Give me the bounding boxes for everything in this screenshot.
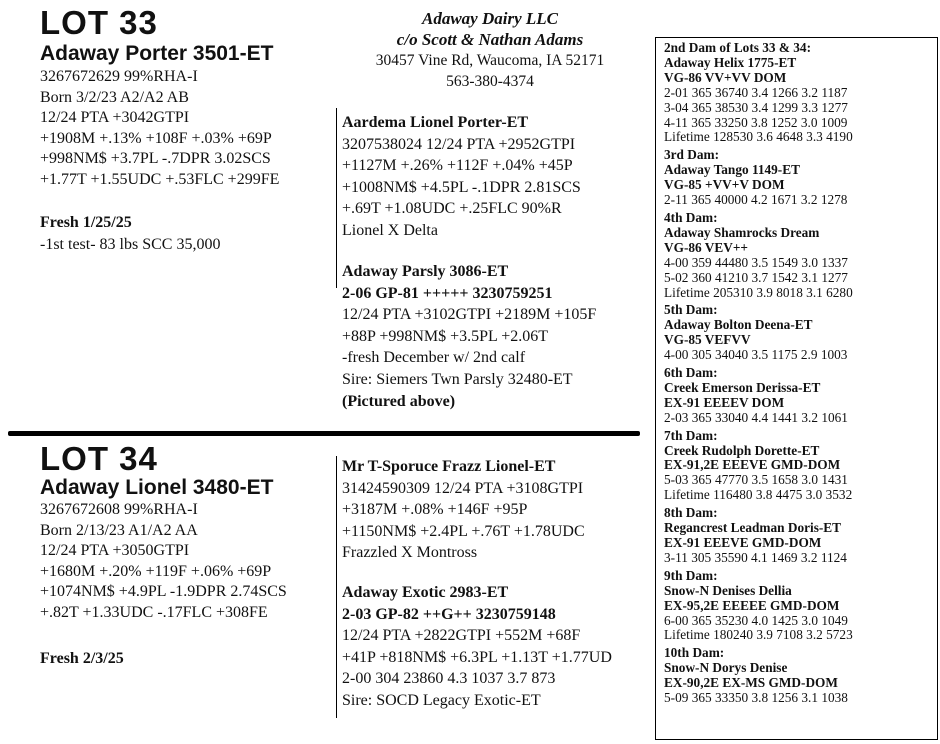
sire-line: +1150NM$ +2.4PL +.76T +1.78UDC: [342, 522, 585, 540]
lot-34-sire-section: [342, 456, 585, 564]
dam-record: 4-00 305 34040 3.5 1175 2.9 1003: [664, 347, 848, 363]
dam-classification: EX-91 EEEEV DOM: [664, 394, 785, 410]
pictured-note: (Pictured above): [342, 392, 456, 410]
dam-record: 6-00 365 35230 4.0 1425 3.0 1049: [664, 612, 848, 628]
column-divider: [336, 456, 337, 718]
dam-heading: 2nd Dam of Lots 33 & 34:: [664, 40, 812, 55]
farm-phone: 563-380-4374: [446, 73, 534, 90]
lot-33-cow-name: Adaway Porter 3501-ET: [40, 42, 274, 65]
column-divider: [336, 108, 337, 288]
dam-name: Adaway Parsly 3086-ET: [342, 263, 509, 280]
dam-record: 2-11 365 40000 4.2 1671 3.2 1278: [664, 192, 848, 208]
dam-line: 12/24 PTA +3102GTPI +2189M +105F: [342, 306, 597, 324]
dam-name: Creek Rudolph Dorette-ET: [664, 442, 820, 458]
dam-name: Snow-N Denises Dellia: [664, 582, 792, 598]
dam-line: -fresh December w/ 2nd calf: [342, 349, 526, 367]
detail-line: +1074NM$ +4.9PL -1.9DPR 2.74SCS: [40, 583, 287, 601]
dam-class-line: 2-03 GP-82 ++G++ 3230759148: [342, 605, 556, 623]
pedigree-dam: [664, 646, 937, 706]
detail-line: +1680M +.20% +119F +.06% +69P: [40, 562, 272, 580]
dam-line: +88P +998NM$ +3.5PL +2.06T: [342, 327, 549, 345]
pedigree-dam: [664, 303, 937, 363]
dam-record: 4-00 359 44480 3.5 1549 3.0 1337: [664, 254, 848, 270]
pedigree-dam: [664, 366, 937, 426]
dam-record: 5-02 360 41210 3.7 1542 3.1 1277: [664, 269, 848, 285]
pedigree-box: [655, 37, 938, 740]
farm-address: 30457 Vine Rd, Waucoma, IA 52171: [375, 52, 605, 69]
dam-record: 3-11 305 35590 4.1 1469 3.2 1124: [664, 549, 847, 565]
sire-line: 3207538024 12/24 PTA +2952GTPI: [342, 135, 576, 153]
pedigree-dam: [664, 41, 937, 145]
detail-line: +998NM$ +3.7PL -.7DPR 3.02SCS: [40, 150, 271, 168]
sire-line: +1127M +.26% +112F +.04% +45P: [342, 157, 573, 175]
pedigree-dam: [664, 429, 937, 504]
dam-name: Regancrest Leadman Doris-ET: [664, 520, 842, 536]
dam-classification: VG-85 +VV+V DOM: [664, 177, 785, 193]
detail-line: 12/24 PTA +3042GTPI: [40, 109, 190, 127]
detail-line: +1908M +.13% +108F +.03% +69P: [40, 129, 272, 147]
sire-line: +1008NM$ +4.5PL -.1DPR 2.81SCS: [342, 178, 581, 196]
lot-33-label: LOT 33: [40, 4, 158, 41]
dam-classification: EX-91,2E EEEVE GMD-DOM: [664, 457, 841, 473]
dam-name: Creek Emerson Derissa-ET: [664, 379, 821, 395]
lot-34-cow-name: Adaway Lionel 3480-ET: [40, 476, 274, 499]
farm-info: [340, 8, 640, 92]
lot-33-dam-section: [342, 261, 596, 412]
dam-heading: 8th Dam:: [664, 505, 718, 521]
pedigree-dam: [664, 148, 937, 208]
pedigree-dam: [664, 506, 937, 566]
dam-record: 5-09 365 33350 3.8 1256 3.1 1038: [664, 690, 848, 706]
lot-34-fresh: Fresh 2/3/25: [40, 650, 124, 667]
lot-33-test-note: -1st test- 83 lbs SCC 35,000: [40, 236, 221, 253]
sire-line: +3187M +.08% +146F +95P: [342, 501, 528, 519]
detail-line: 3267672608 99%RHA-I: [40, 501, 198, 518]
detail-line: 12/24 PTA +3050GTPI: [40, 542, 190, 560]
dam-record: 2-01 365 36740 3.4 1266 3.2 1187: [664, 84, 848, 100]
dam-heading: 4th Dam:: [664, 209, 718, 225]
dam-classification: VG-86 VEV++: [664, 239, 748, 255]
sire-line: Frazzled X Montross: [342, 544, 478, 562]
sire-line: 31424590309 12/24 PTA +3108GTPI: [342, 479, 584, 497]
dam-line: +41P +818NM$ +6.3PL +1.13T +1.77UD: [342, 648, 612, 666]
dam-record: Lifetime 116480 3.8 4475 3.0 3532: [664, 487, 853, 503]
lot-34-dam-section: [342, 582, 612, 712]
sire-line: +.69T +1.08UDC +.25FLC 90%R: [342, 200, 562, 218]
lot-34-label: LOT 34: [40, 440, 158, 477]
dam-record: Lifetime 205310 3.9 8018 3.1 6280: [664, 284, 853, 300]
dam-heading: 5th Dam:: [664, 302, 718, 318]
dam-name: Adaway Bolton Deena-ET: [664, 317, 813, 333]
sire-name: Aardema Lionel Porter-ET: [342, 114, 529, 131]
dam-line: Sire: Siemers Twn Parsly 32480-ET: [342, 370, 573, 388]
dam-classification: EX-95,2E EEEEE GMD-DOM: [664, 597, 840, 613]
dam-record: 5-03 365 47770 3.5 1658 3.0 1431: [664, 472, 848, 488]
dam-class-line: 2-06 GP-81 +++++ 3230759251: [342, 284, 553, 302]
dam-line: Sire: SOCD Legacy Exotic-ET: [342, 691, 541, 709]
lot-separator: [8, 431, 640, 436]
dam-name: Adaway Helix 1775-ET: [664, 54, 797, 70]
lot-33-fresh: Fresh 1/25/25: [40, 214, 132, 231]
dam-name: Snow-N Dorys Denise: [664, 660, 788, 676]
dam-name: Adaway Shamrocks Dream: [664, 224, 820, 240]
lot-34-details: [40, 500, 287, 624]
detail-line: +.82T +1.33UDC -.17FLC +308FE: [40, 603, 268, 621]
dam-classification: VG-86 VV+VV DOM: [664, 69, 787, 85]
dam-name: Adaway Exotic 2983-ET: [342, 584, 509, 601]
farm-name: Adaway Dairy LLC: [422, 9, 558, 28]
dam-name: Adaway Tango 1149-ET: [664, 162, 800, 178]
dam-record: Lifetime 128530 3.6 4648 3.3 4190: [664, 129, 853, 145]
farm-contacts: c/o Scott & Nathan Adams: [396, 30, 584, 49]
dam-heading: 3rd Dam:: [664, 147, 720, 163]
lot-33-details: [40, 67, 279, 191]
sire-name: Mr T-Sporuce Frazz Lionel-ET: [342, 458, 556, 475]
dam-classification: EX-90,2E EX-MS GMD-DOM: [664, 675, 838, 691]
detail-line: Born 2/13/23 A1/A2 AA: [40, 521, 198, 539]
sire-line: Lionel X Delta: [342, 221, 438, 239]
dam-heading: 10th Dam:: [664, 645, 725, 661]
detail-line: +1.77T +1.55UDC +.53FLC +299FE: [40, 170, 280, 188]
dam-record: 2-03 365 33040 4.4 1441 3.2 1061: [664, 409, 848, 425]
dam-record: Lifetime 180240 3.9 7108 3.2 5723: [664, 627, 853, 643]
dam-classification: VG-85 VEFVV: [664, 332, 751, 348]
dam-heading: 6th Dam:: [664, 365, 718, 381]
dam-heading: 7th Dam:: [664, 427, 718, 443]
dam-heading: 9th Dam:: [664, 567, 718, 583]
detail-line: 3267672629 99%RHA-I: [40, 68, 198, 85]
detail-line: Born 3/2/23 A2/A2 AB: [40, 88, 189, 106]
dam-classification: EX-91 EEEVE GMD-DOM: [664, 535, 822, 550]
pedigree-dam: [664, 569, 937, 644]
dam-line: 12/24 PTA +2822GTPI +552M +68F: [342, 627, 581, 645]
lot-33-sire-section: [342, 112, 581, 242]
pedigree-dam: [664, 211, 937, 300]
dam-record: 3-04 365 38530 3.4 1299 3.3 1277: [664, 99, 848, 115]
dam-line: 2-00 304 23860 4.3 1037 3.7 873: [342, 670, 556, 688]
dam-record: 4-11 365 33250 3.8 1252 3.0 1009: [664, 114, 848, 130]
